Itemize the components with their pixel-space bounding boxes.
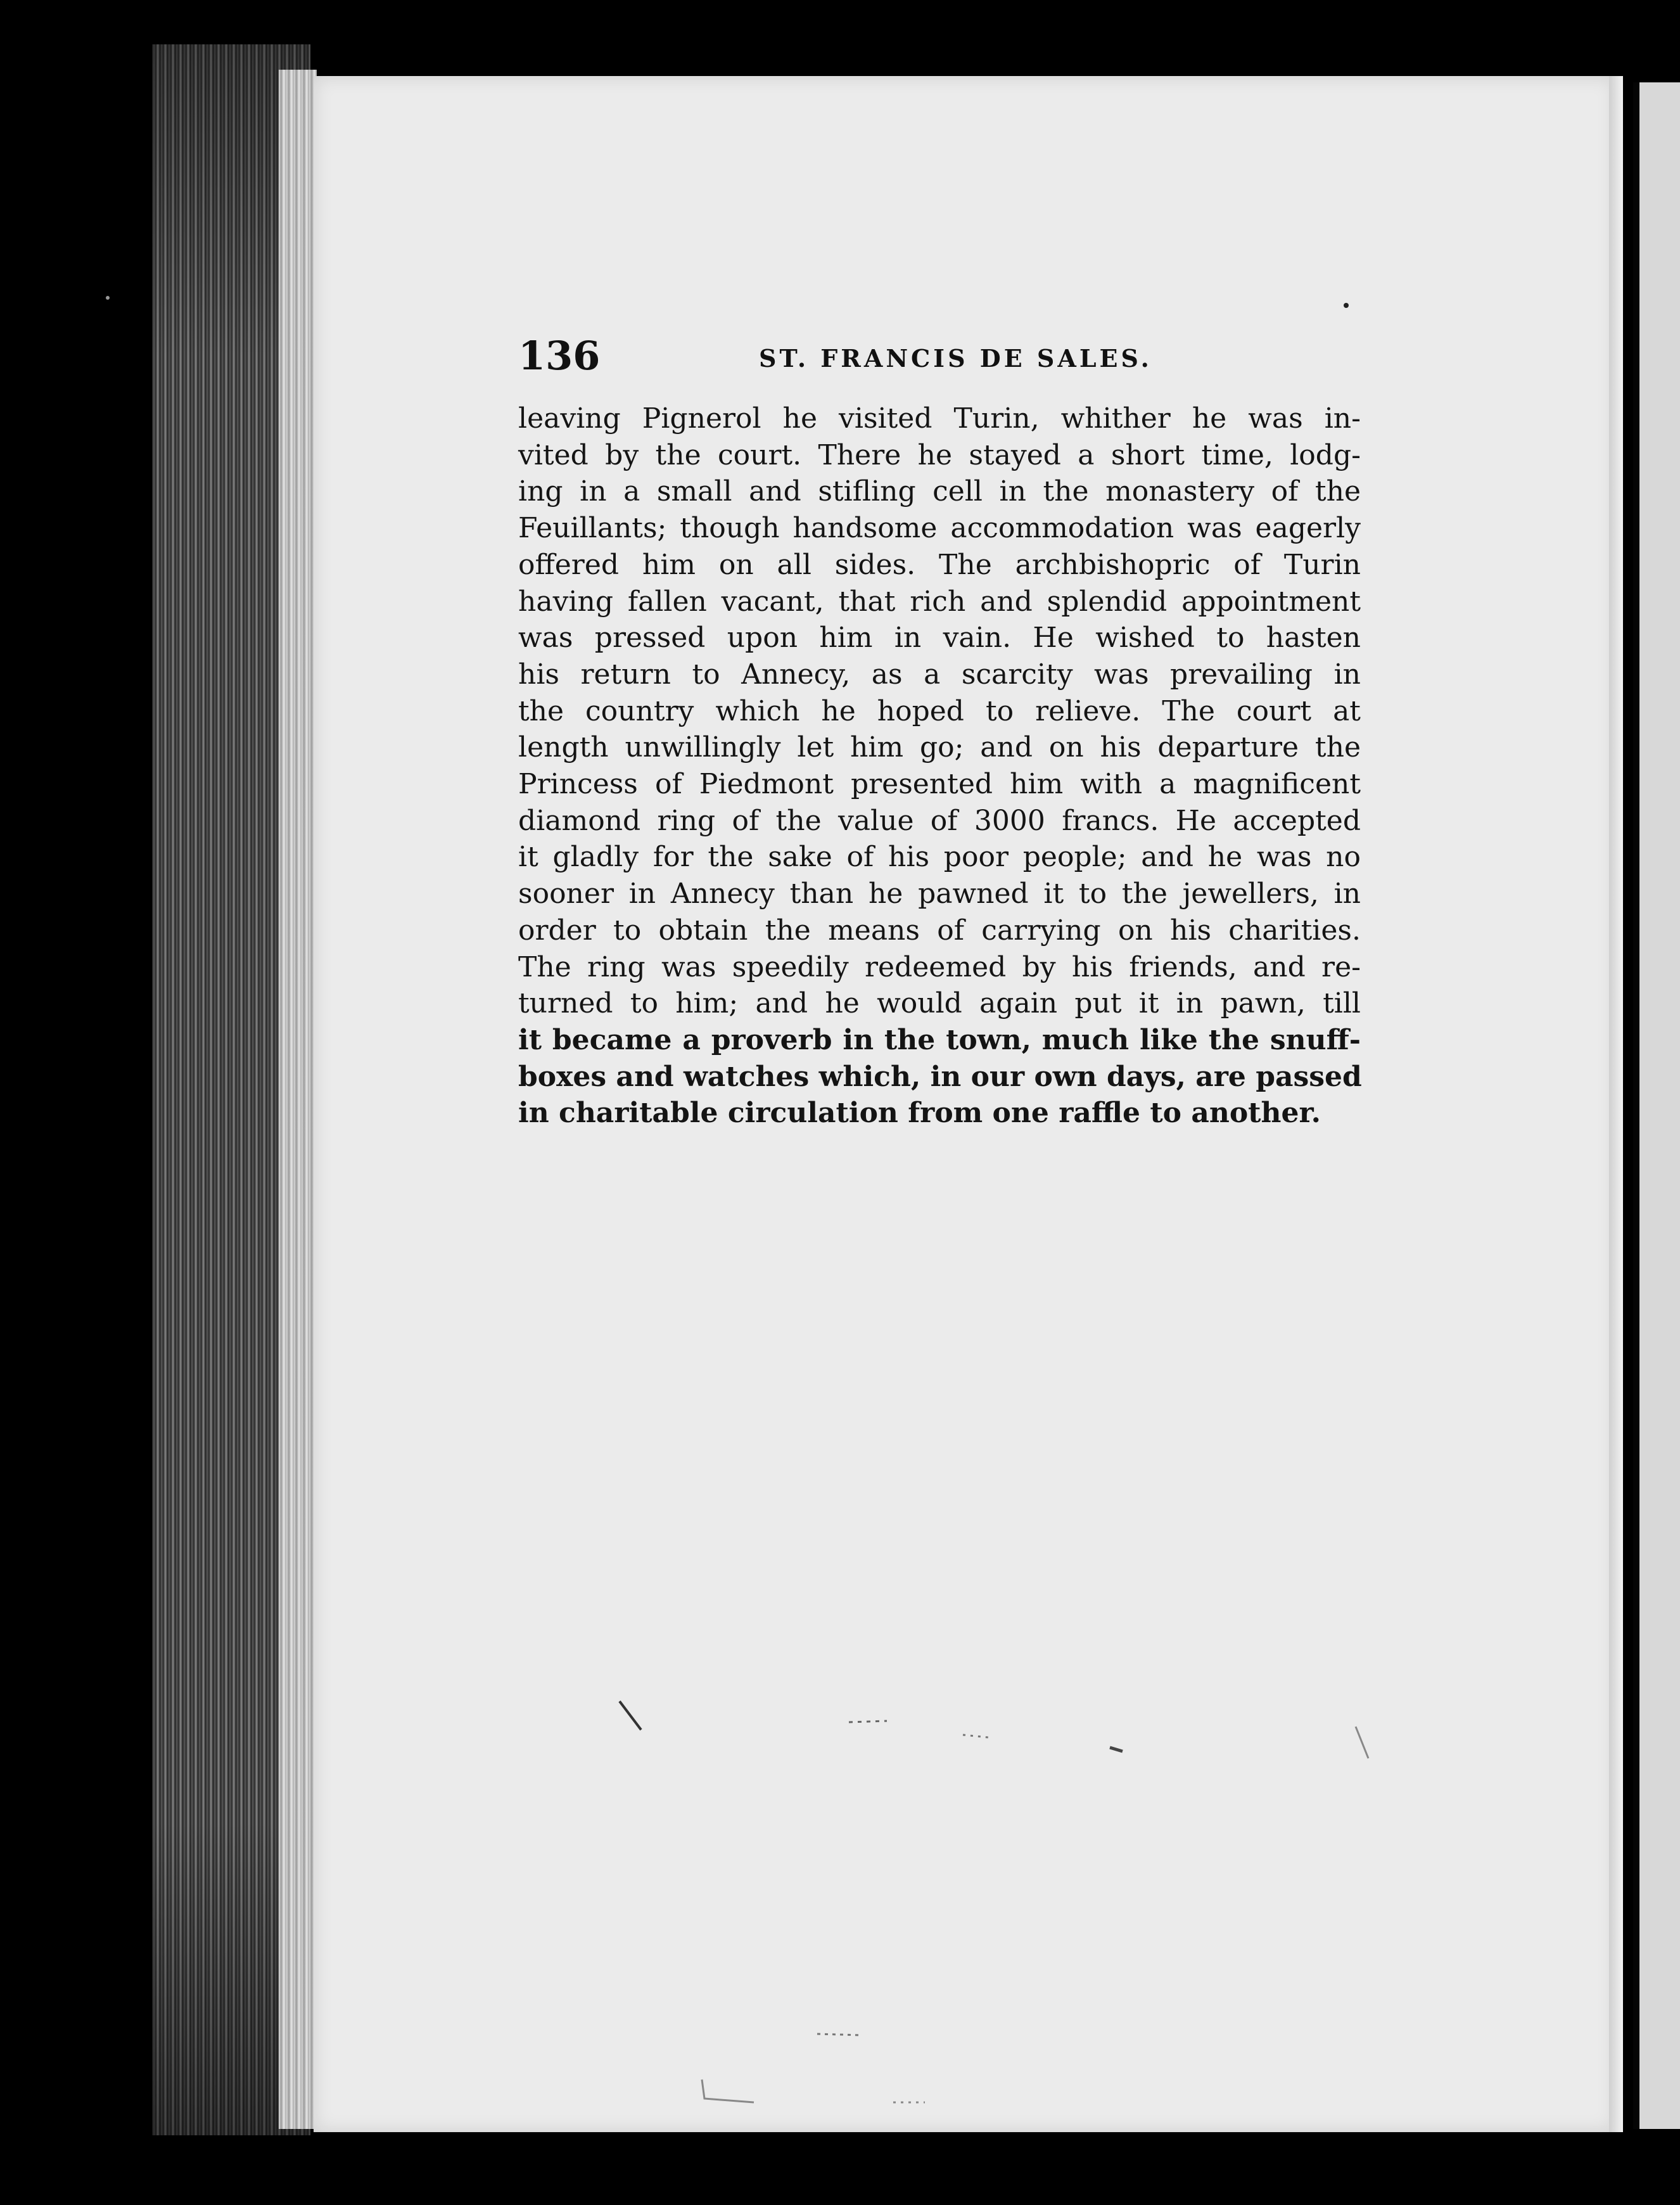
text-line: ing in a small and stifling cell in the monastery of the bbox=[518, 475, 1361, 508]
page-number: 136 bbox=[518, 333, 601, 379]
text-line: in charitable circulation from one raffle to another. bbox=[518, 1097, 1321, 1130]
text-line: sooner in Annecy than he pawned it to the jewellers, in bbox=[518, 878, 1361, 911]
text-line: was pressed upon him in vain. He wished to hasten bbox=[518, 622, 1361, 655]
text-line: turned to him; and he would again put it in pawn, till bbox=[518, 987, 1361, 1020]
running-head: ST. FRANCIS DE SALES. bbox=[759, 344, 1152, 373]
text-line: diamond ring of the value of 3000 francs. He accepted bbox=[518, 804, 1361, 837]
text-line: order to obtain the means of carrying on his charities. bbox=[518, 914, 1361, 947]
text-line: the country which he hoped to relieve. The court at bbox=[518, 694, 1361, 727]
text-line: leaving Pignerol he visited Turin, whither he was in- bbox=[518, 402, 1361, 435]
text-line: length unwillingly let him go; and on his departure the bbox=[518, 731, 1361, 764]
text-line: Princess of Piedmont presented him with a magnificent bbox=[518, 768, 1361, 801]
text-line: it gladly for the sake of his poor people; and he was no bbox=[518, 841, 1361, 874]
text-line: boxes and watches which, in our own days, are passed bbox=[518, 1060, 1362, 1093]
text-line: having fallen vacant, that rich and splendid appointment bbox=[518, 585, 1361, 618]
text-line: his return to Annecy, as a scarcity was prevailing in bbox=[518, 658, 1361, 691]
text-line: The ring was speedily redeemed by his friends, and re- bbox=[518, 950, 1361, 983]
text-line: offered him on all sides. The archbishopric of Turin bbox=[518, 548, 1361, 581]
text-line: it became a proverb in the town, much like the snuff- bbox=[518, 1023, 1361, 1056]
text-line: Feuillants; though handsome accommodation was eagerly bbox=[518, 512, 1361, 545]
text-line: vited by the court. There he stayed a short time, lodg- bbox=[518, 438, 1361, 471]
